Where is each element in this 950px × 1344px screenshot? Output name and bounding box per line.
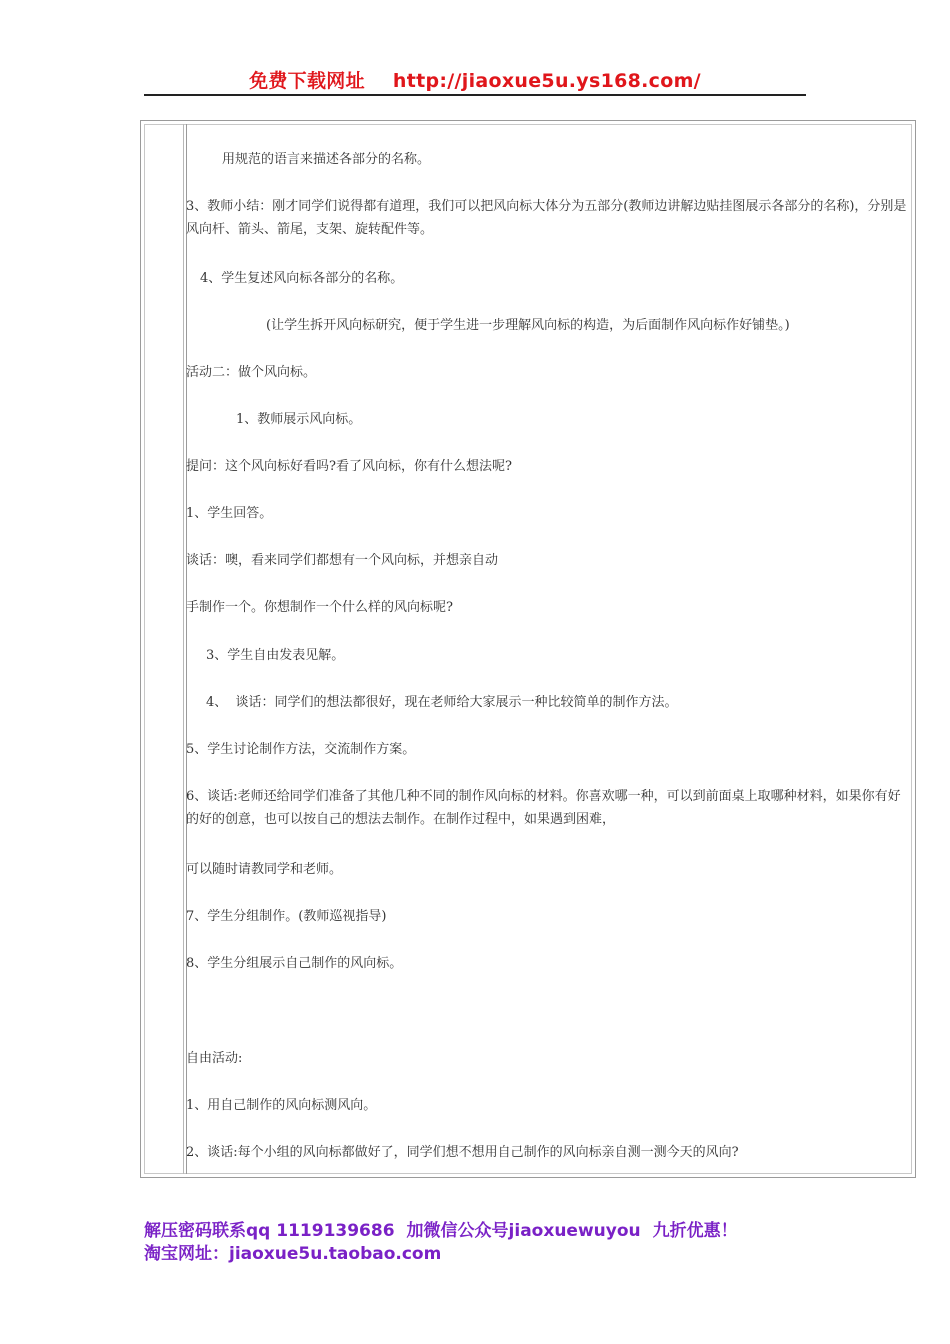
- paragraph: 7、学生分组制作。(教师巡视指导): [186, 909, 387, 924]
- paragraph: 1、用自己制作的风向标测风向。: [186, 1098, 377, 1113]
- password-contact: 解压密码联系qq 1119139686: [144, 1221, 395, 1241]
- paragraph: 1、教师展示风向标。: [236, 412, 362, 427]
- paragraph: 手制作一个。你想制作一个什么样的风向标呢?: [186, 600, 453, 615]
- paragraph: 1、学生回答。: [186, 506, 273, 521]
- discount-note: 九折优惠！: [652, 1221, 738, 1241]
- wechat-account: 加微信公众号jiaoxuewuyou: [406, 1221, 641, 1241]
- paragraph: 用规范的语言来描述各部分的名称。: [222, 152, 431, 167]
- paragraph: 可以随时请教同学和老师。: [186, 862, 343, 877]
- paragraph: 2、谈话:每个小组的风向标都做好了，同学们想不想用自己制作的风向标亲自测一测今天的风向?: [186, 1145, 739, 1160]
- header-url-link[interactable]: http://jiaoxue5u.ys168.com/: [392, 70, 701, 92]
- paragraph: 3、教师小结：刚才同学们说得都有道理，我们可以把风向标大体分为五部分(教师边讲解边贴挂图展示各部分的名称)，分别是风向杆、箭头、箭尾，支架、旋转配件等。: [186, 199, 907, 237]
- header-divider: [144, 94, 806, 96]
- paragraph: 6、谈话:老师还给同学们准备了其他几种不同的制作风向标的材料。你喜欢哪一种，可以到前面桌上取哪种材料，如果你有好的好的创意，也可以按自己的想法去制作。在制作过程中，如果遇到困难，: [186, 789, 901, 827]
- paragraph: 4、 谈话：同学们的想法都很好，现在老师给大家展示一种比较简单的制作方法。: [206, 695, 678, 710]
- section-heading: 自由活动:: [186, 1051, 243, 1066]
- paragraph: 8、学生分组展示自己制作的风向标。: [186, 956, 403, 971]
- download-header: [144, 66, 806, 94]
- taobao-link[interactable]: 淘宝网址：jiaoxue5u.taobao.com: [144, 1244, 442, 1264]
- paragraph: 3、学生自由发表见解。: [206, 648, 345, 663]
- paragraph: (让学生拆开风向标研究，便于学生进一步理解风向标的构造，为后面制作风向标作好铺垫。): [266, 318, 790, 333]
- footer-contact: [144, 1220, 738, 1266]
- column-divider: [186, 124, 187, 1174]
- paragraph: 4、学生复述风向标各部分的名称。: [200, 271, 404, 286]
- column-divider: [183, 124, 184, 1174]
- section-heading: 活动二：做个风向标。: [186, 365, 317, 380]
- footer-line-1: [144, 1220, 738, 1243]
- paragraph: 提问：这个风向标好看吗?看了风向标，你有什么想法呢?: [186, 459, 512, 474]
- header-label: 免费下载网址: [249, 70, 365, 92]
- paragraph: 谈话：噢，看来同学们都想有一个风向标，并想亲自动: [186, 553, 499, 568]
- paragraph: 5、学生讨论制作方法，交流制作方案。: [186, 742, 416, 757]
